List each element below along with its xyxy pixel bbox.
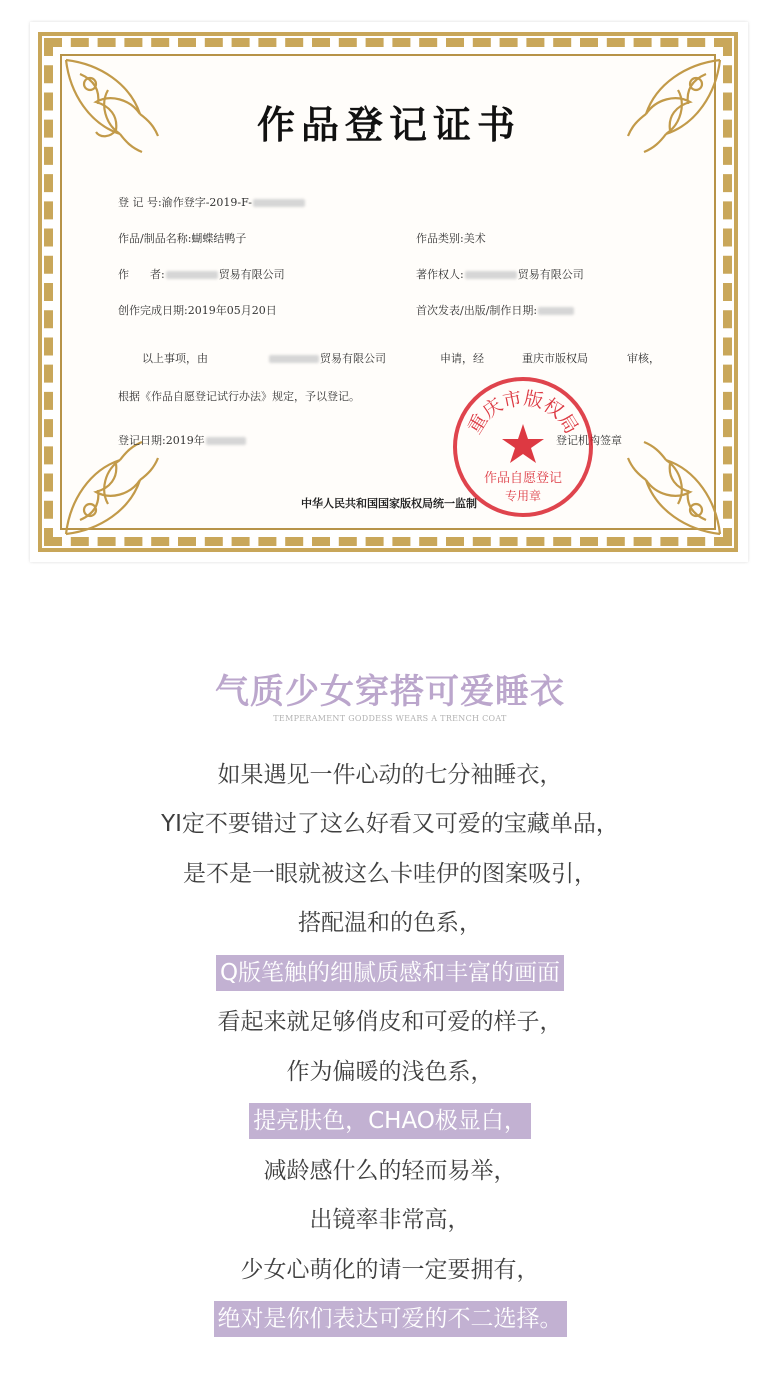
- description-line-highlighted: [0, 1097, 780, 1147]
- registration-number-label: 登 记 号:: [118, 196, 162, 209]
- work-category-value: 美术: [463, 232, 486, 245]
- author-value: 贸易有限公司: [218, 268, 285, 281]
- body-line-1c: 申请，经: [440, 352, 484, 365]
- certificate-footer: 中华人民共和国国家版权局统一监制: [301, 497, 477, 510]
- description-text: 减龄感什么的轻而易举，: [263, 1157, 517, 1184]
- description-lines: [0, 750, 780, 1344]
- publication-date-label: 首次发表/出版/制作日期:: [416, 304, 538, 317]
- registration-date-value: 2019年: [165, 434, 205, 447]
- seal-text-top: 重庆市版权局: [463, 387, 583, 438]
- redacted-value: [166, 271, 218, 279]
- seal-text-bottom: 专用章: [504, 489, 542, 503]
- work-name-label: 作品/制品名称:: [118, 232, 192, 245]
- body-applicant: 贸易有限公司: [320, 352, 386, 365]
- official-seal: [448, 372, 598, 522]
- copyright-owner-label: 著作权人:: [416, 268, 464, 281]
- section-heading: 气质少女穿搭可爱睡衣: [215, 672, 565, 712]
- registration-number-value: 渝作登字-2019-F-: [161, 196, 252, 209]
- description-line: [0, 1196, 780, 1246]
- copyright-owner-value: 贸易有限公司: [517, 268, 584, 281]
- section-subheading: TEMPERAMENT GODDESS WEARS A TRENCH COAT: [273, 714, 507, 723]
- redacted-value: [465, 271, 517, 279]
- description-line: [0, 1245, 780, 1295]
- corner-ornament-icon: [606, 420, 726, 540]
- publication-date: [416, 302, 575, 318]
- completion-date-label: 创作完成日期:: [118, 304, 188, 317]
- description-text: 作为偏暖的浅色系，: [286, 1058, 494, 1085]
- registration-date: [118, 432, 247, 448]
- redacted-value: [206, 437, 246, 445]
- description-text: 绝对是你们表达可爱的不二选择。: [214, 1301, 567, 1337]
- description-text: 出镜率非常高，: [309, 1207, 471, 1234]
- work-name: [118, 230, 246, 246]
- redacted-value: [253, 199, 305, 207]
- certificate: [30, 22, 748, 562]
- description-text: 如果遇见一件心动的七分袖睡衣，: [217, 761, 563, 788]
- body-line-1b: [268, 350, 386, 366]
- body-line-1e: 审核，: [627, 352, 660, 365]
- description-text: 看起来就足够俏皮和可爱的样子，: [217, 1009, 563, 1036]
- completion-date: [118, 302, 277, 318]
- registration-number: [118, 194, 306, 210]
- work-name-value: 蝴蝶结鸭子: [191, 232, 247, 245]
- redacted-value: [269, 355, 319, 363]
- seal-star-icon: [502, 424, 544, 463]
- seal-text-mid: 作品自愿登记: [483, 471, 563, 486]
- completion-date-value: 2019年05月20日: [187, 304, 277, 317]
- copyright-owner: [416, 266, 584, 282]
- author: [118, 266, 285, 282]
- redacted-value: [538, 307, 574, 315]
- body-line-1d: 重庆市版权局: [522, 352, 588, 365]
- description-line: [0, 849, 780, 899]
- description-line: [0, 750, 780, 800]
- body-line-1a: 以上事项，由: [142, 352, 208, 365]
- description-text: 是不是一眼就被这么卡哇伊的图案吸引，: [183, 860, 597, 887]
- description-line: [0, 1146, 780, 1196]
- author-label: 作 者:: [118, 268, 165, 281]
- work-category-label: 作品类别:: [416, 232, 464, 245]
- body-line-2: 根据《作品自愿登记试行办法》规定，予以登记。: [118, 390, 360, 403]
- description-text: YI定不要错过了这么好看又可爱的宝藏单品，: [161, 811, 619, 838]
- certificate-title: 作品登记证书: [256, 102, 521, 147]
- description-line: [0, 899, 780, 949]
- description-text: 提亮肤色，CHAO极显白，: [249, 1103, 531, 1139]
- description-line-highlighted: [0, 1295, 780, 1345]
- description-line: [0, 800, 780, 850]
- description-line: [0, 1047, 780, 1097]
- registration-date-label: 登记日期:: [118, 434, 166, 447]
- description-text: 搭配温和的色系，: [298, 910, 482, 937]
- description-line-highlighted: [0, 948, 780, 998]
- seal-label: 登记机构签章: [556, 434, 622, 447]
- work-category: [416, 230, 486, 246]
- description-text: Q版笔触的细腻质感和丰富的画面: [216, 955, 564, 991]
- description-line: [0, 998, 780, 1048]
- description-text: 少女心萌化的请一定要拥有，: [240, 1256, 540, 1283]
